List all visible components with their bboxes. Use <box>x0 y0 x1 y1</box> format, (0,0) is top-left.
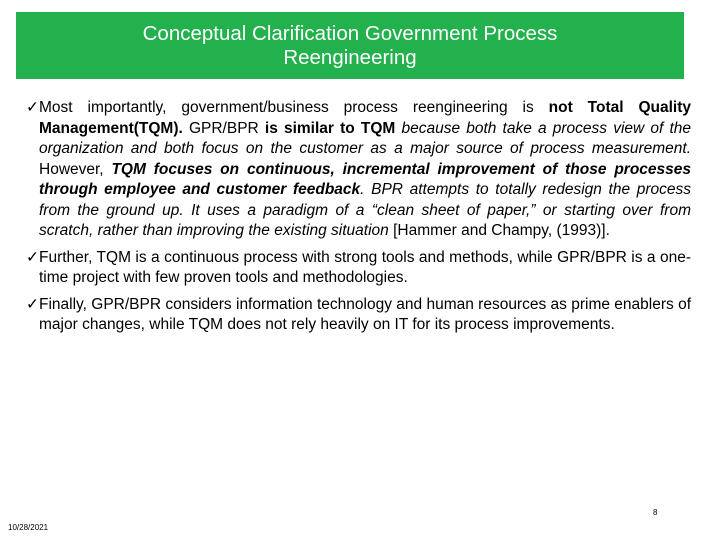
slide-title: Conceptual Clarification Government Process Reengineering <box>142 21 558 69</box>
bullet-1-emphasis-similar: is similar to TQM <box>264 119 396 137</box>
bullet-item <box>26 295 691 336</box>
checkmark-icon: ✓ <box>26 248 39 266</box>
checkmark-icon: ✓ <box>26 99 39 116</box>
title-banner <box>16 12 684 79</box>
checkmark-icon: ✓ <box>26 295 39 313</box>
slide-body <box>26 98 691 336</box>
bullet-item <box>26 98 691 242</box>
bullet-item <box>26 248 691 289</box>
bullet-1-emphasis-tqm-focus: TQM focuses on continuous, incremental improvement of those processes through employee and customer feedback <box>39 160 692 198</box>
bullet-3-text: Finally, GPR/BPR considers information technology and human resources as prime enablers of major changes, while TQM does not rely heavily on IT for its process improvements. <box>39 295 691 333</box>
bullet-1-because: because both take a process view of the organization and both focus on the customer as a major source of process measurement. <box>39 119 691 157</box>
bullet-1-emphasis-not-tqm: not Total Quality Management(TQM). <box>39 99 692 137</box>
bullet-1-bpr-redesign: . BPR attempts to totally redesign the process from the ground up. It uses a paradigm of a “clean sheet of paper,” or starting over from scratch, rather than improving the existing situation <box>39 181 691 239</box>
bullet-1-gpr: GPR/BPR <box>182 119 265 137</box>
page-number: 8 <box>653 508 658 517</box>
slide-date: 10/28/2021 <box>8 523 49 532</box>
bullet-1-however: However, <box>39 160 112 178</box>
bullet-1-citation: [Hammer and Champy, (1993)]. <box>388 222 610 239</box>
bullet-1-text: Most importantly, government/business process reengineering is <box>39 99 549 116</box>
bullet-2-text: Further, TQM is a continuous process with strong tools and methods, while GPR/BPR is a one-time project with few proven tools and methodologies. <box>39 248 691 286</box>
